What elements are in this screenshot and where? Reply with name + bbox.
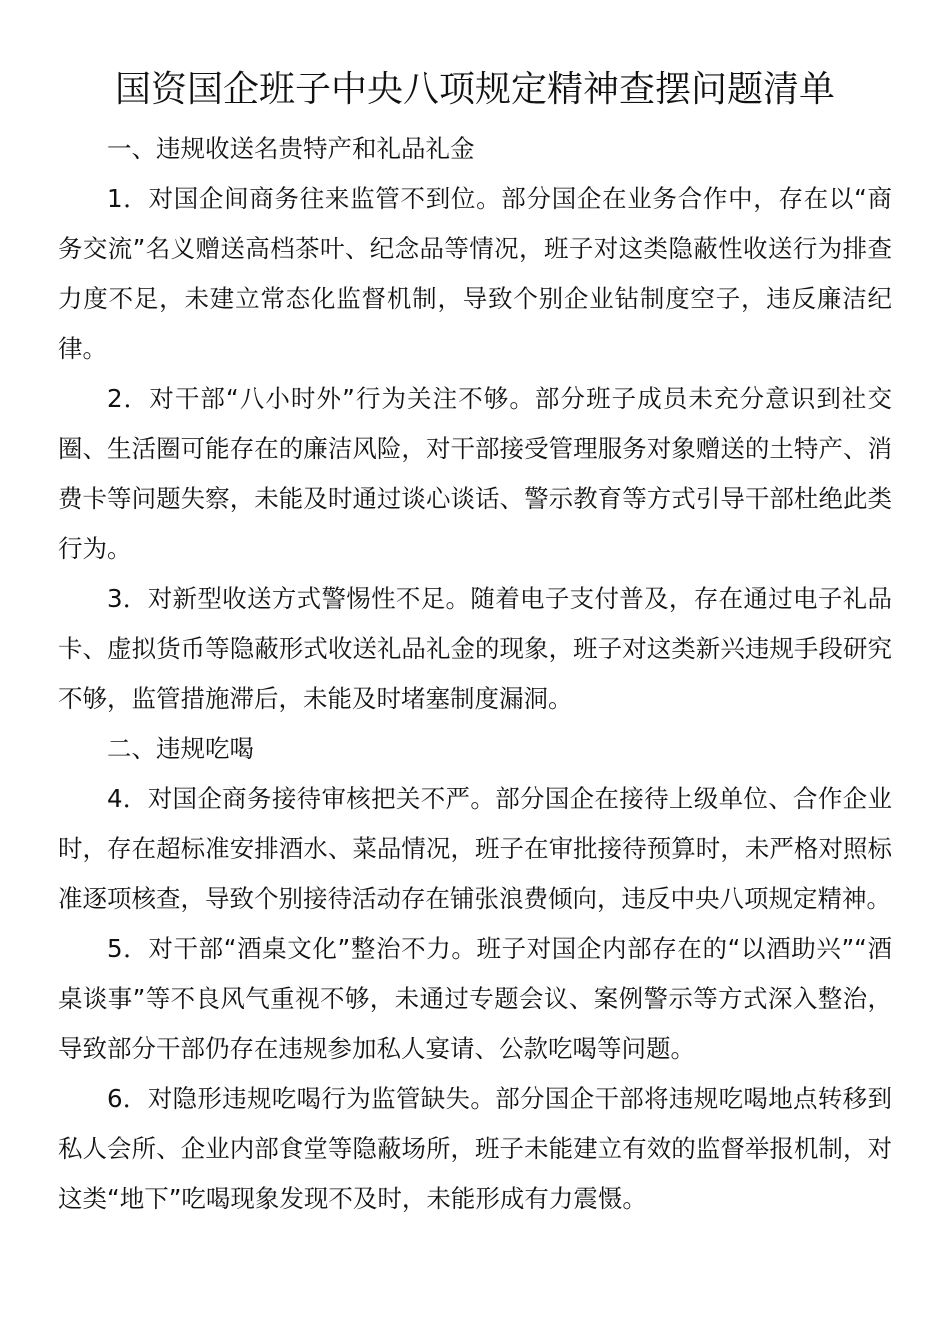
issue-item-5: 5．对干部“酒桌文化”整治不力。班子对国企内部存在的“以酒助兴”“酒桌谈事”等不良风气重视不够，未通过专题会议、案例警示等方式深入整治，导致部分干部仍存在违规参加私人宴请、公款吃喝等问题。 [58,934,892,1063]
section-2 [58,724,892,1224]
issue-item-6: 6．对隐形违规吃喝行为监管缺失。部分国企干部将违规吃喝地点转移到私人会所、企业内部食堂等隐蔽场所，班子未能建立有效的监督举报机制，对这类“地下”吃喝现象发现不及时，未能形成有力震慑。 [58,1084,892,1213]
issue-item-2: 2．对干部“八小时外”行为关注不够。部分班子成员未充分意识到社交圈、生活圈可能存在的廉洁风险，对干部接受管理服务对象赠送的土特产、消费卡等问题失察，未能及时通过谈心谈话、警示教育等方式引导干部杜绝此类行为。 [58,384,892,563]
section-heading: 二、违规吃喝 [107,734,254,763]
issue-item-3: 3．对新型收送方式警惕性不足。随着电子支付普及，存在通过电子礼品卡、虚拟货币等隐蔽形式收送礼品礼金的现象，班子对这类新兴违规手段研究不够，监管措施滞后，未能及时堵塞制度漏洞。 [58,584,892,713]
section-heading: 一、违规收送名贵特产和礼品礼金 [107,134,475,163]
issue-item-4: 4．对国企商务接待审核把关不严。部分国企在接待上级单位、合作企业时，存在超标准安排酒水、菜品情况，班子在审批接待预算时，未严格对照标准逐项核查，导致个别接待活动存在铺张浪费倾向，违反中央八项规定精神。 [58,784,892,913]
issue-item-1: 1．对国企间商务往来监管不到位。部分国企在业务合作中，存在以“商务交流”名义赠送高档茶叶、纪念品等情况，班子对这类隐蔽性收送行为排查力度不足，未建立常态化监督机制，导致个别企业钻制度空子，违反廉洁纪律。 [58,184,892,363]
section-1 [58,124,892,724]
document-title: 国资国企班子中央八项规定精神查摆问题清单 [114,69,835,110]
